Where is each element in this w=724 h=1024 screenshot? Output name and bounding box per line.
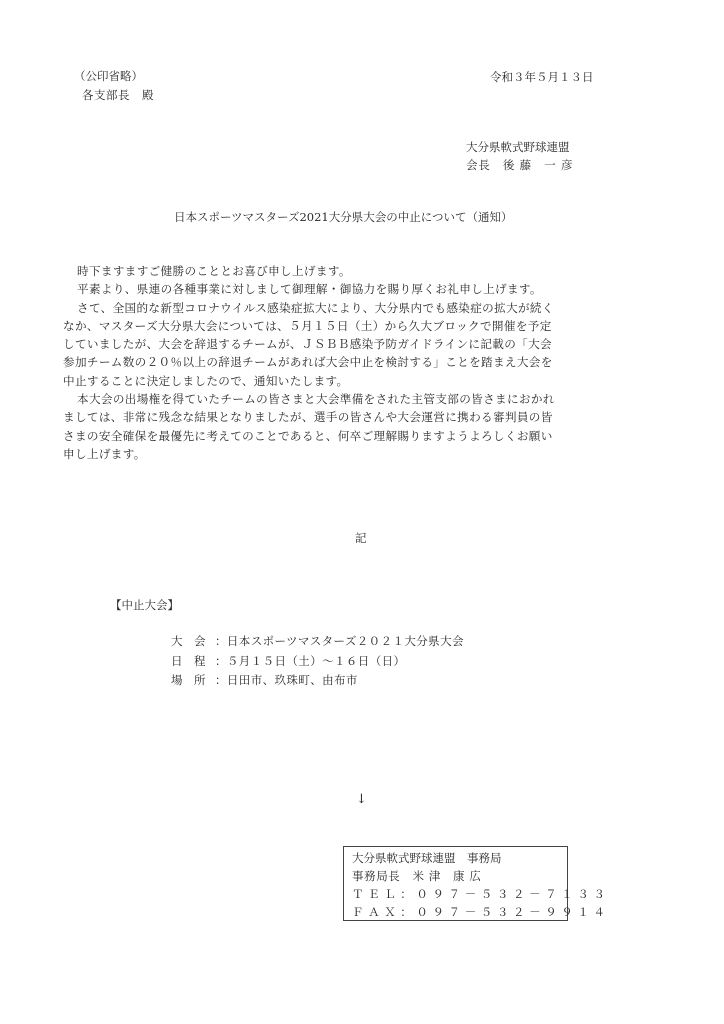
body-line: なか、マスターズ大分県大会については、５月１５日（土）から久大ブロックで開催を予定: [63, 318, 552, 333]
detail-label: 日 程: [171, 653, 206, 668]
body-line: 平素より、県連の各種事業に対しまして御理解・御協力を賜り厚くお礼申し上げます。: [77, 282, 542, 297]
body-line: 参加チーム数の２０％以上の辞退チームがあれば大会中止を検討する」ことを踏まえ大会を: [63, 355, 553, 370]
body-line: 時下ますますご健勝のこととお喜び申し上げます。: [77, 264, 351, 278]
ki-note-heading: 記: [355, 531, 367, 545]
detail-value: ：５月１５日（土）～１６日（日）: [215, 653, 406, 668]
seal-omitted-note: （公印省略）: [74, 69, 143, 83]
detail-label: 大 会: [171, 634, 206, 648]
body-line: ましては、非常に残念な結果となりましたが、選手の皆さんや大会運営に携わる審判員の皆: [63, 410, 553, 425]
contact-box: [343, 846, 610, 921]
detail-value: ：日本スポーツマスターズ２０２１大分県大会: [215, 634, 464, 648]
down-arrow-icon: ↓: [356, 792, 367, 807]
event-details: [171, 632, 464, 691]
body-line: 中止することに決定しましたので、通知いたします。: [63, 373, 349, 388]
body-line: 本大会の出場権を得ていたチームの皆さまと大会準備をされた主管支部の皆さまにおかれ: [77, 392, 555, 407]
contact-office: 大分県軟式野球連盟 事務局: [352, 851, 502, 865]
detail-row-venue: [171, 671, 464, 691]
section-heading: 【中止大会】: [110, 598, 179, 612]
sender-president: 会長 後 藤 一 彦: [466, 158, 574, 172]
recipient: 各支部長 殿: [82, 88, 154, 102]
detail-value: ：日田市、玖珠町、由布市: [215, 673, 358, 687]
detail-row-schedule: [171, 652, 464, 672]
document-title: 日本スポーツマスターズ2021大分県大会の中止について（通知）: [174, 210, 513, 224]
sender-organization: 大分県軟式野球連盟: [466, 140, 570, 154]
issue-date: 令和３年５月１３日: [490, 70, 594, 84]
body-line: 申し上げます。: [63, 446, 146, 461]
contact-fax: ＦＡＸ：０９７－５３２－９９１４: [352, 905, 610, 919]
contact-tel: ＴＥＬ：０９７－５３２－７１３３: [352, 887, 610, 901]
body-line: さまの安全確保を最優先に考えてのことであると、何卒ご理解賜りますようよろしくお願い: [63, 428, 553, 443]
body-paragraphs: [63, 262, 643, 463]
detail-row-event: [171, 632, 464, 652]
body-line: していましたが、大会を辞退するチームが、ＪＳＢＢ感染予防ガイドラインに記載の「大会: [63, 337, 553, 352]
body-line: さて、全国的な新型コロナウイルス感染症拡大により、大分県内でも感染症の拡大が続く: [77, 300, 554, 315]
detail-label: 場 所: [171, 673, 206, 687]
contact-manager: 事務局長 米 津 康 広: [352, 869, 482, 883]
